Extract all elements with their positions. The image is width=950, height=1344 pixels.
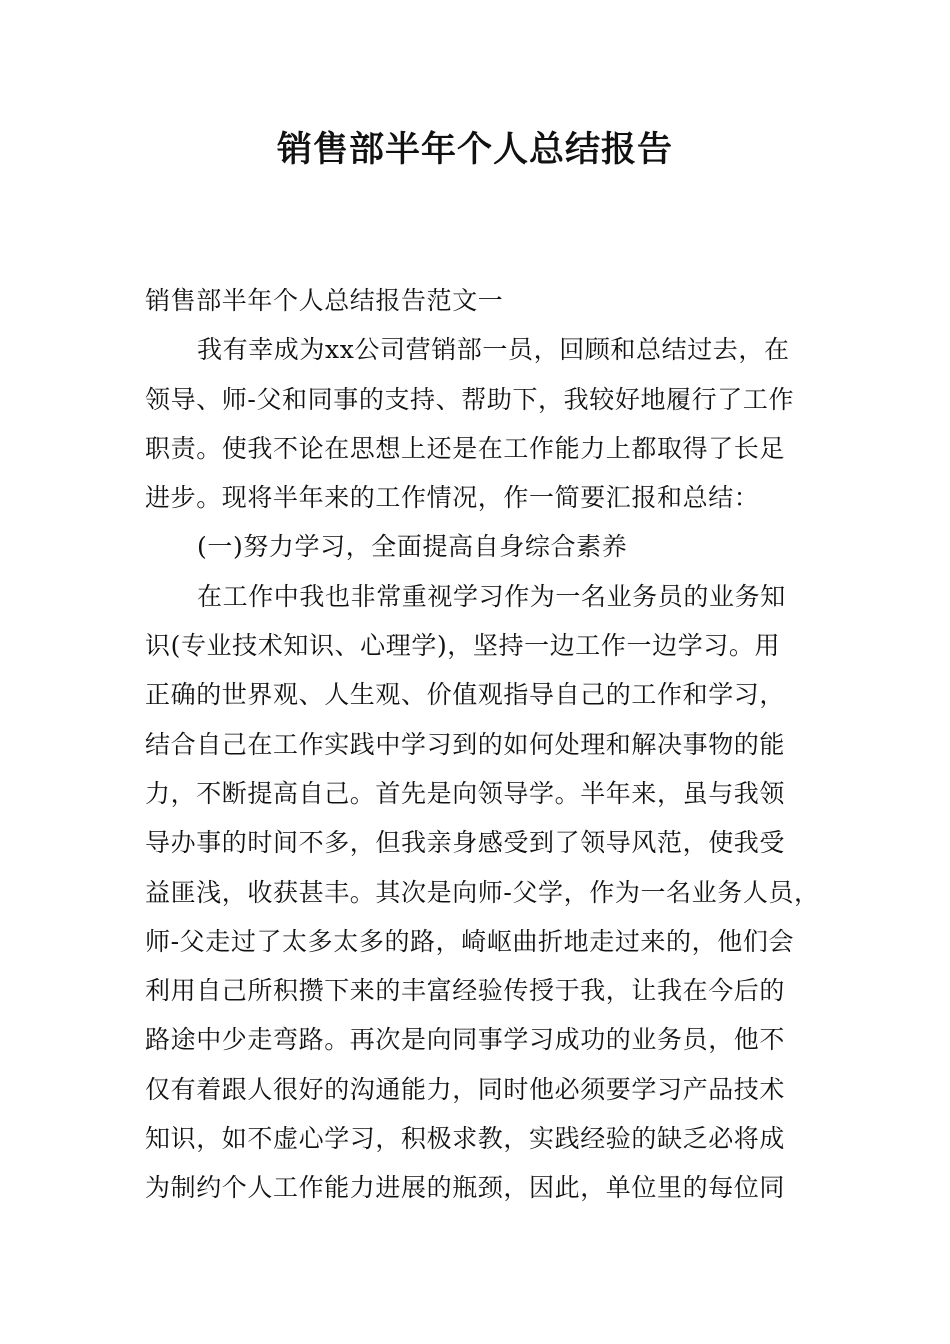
text-line: 我有幸成为xx公司营销部一员，回顾和总结过去，在 <box>197 335 790 365</box>
text-line: 在工作中我也非常重视学习作为一名业务员的业务知 <box>197 581 786 611</box>
text-line: 职责。使我不论在思想上还是在工作能力上都取得了长足 <box>145 433 786 463</box>
text-line: 结合自己在工作实践中学习到的如何处理和解决事物的能 <box>145 729 786 759</box>
text-line: 知识，如不虚心学习，积极求教，实践经验的缺乏必将成 <box>145 1124 786 1154</box>
text-line: 为制约个人工作能力进展的瓶颈，因此，单位里的每位同 <box>145 1173 786 1203</box>
page-title: 销售部半年个人总结报告 <box>276 130 673 170</box>
text-line: 益匪浅，收获甚丰。其次是向师-父学，作为一名业务人员， <box>145 877 820 907</box>
text-line: 师-父走过了太多太多的路，崎岖曲折地走过来的，他们会 <box>145 926 795 956</box>
text-line: 识(专业技术知识、心理学)，坚持一边工作一边学习。用 <box>145 631 781 661</box>
text-line: 路途中少走弯路。再次是向同事学习成功的业务员，他不 <box>145 1025 786 1055</box>
text-line: 仅有着跟人很好的沟通能力，同时他必须要学习产品技术 <box>145 1074 786 1104</box>
text-line: 利用自己所积攒下来的丰富经验传授于我，让我在今后的 <box>145 976 786 1006</box>
text-line: 力，不断提高自己。首先是向领导学。半年来，虽与我领 <box>145 778 786 808</box>
text-line: 正确的世界观、人生观、价值观指导自己的工作和学习， <box>145 680 786 710</box>
text-line: 进步。现将半年来的工作情况，作一简要汇报和总结： <box>145 483 760 513</box>
text-line: (一)努力学习，全面提高自身综合素养 <box>197 532 628 562</box>
text-line: 领导、师-父和同事的支持、帮助下，我较好地履行了工作 <box>145 384 795 414</box>
section-heading: 销售部半年个人总结报告范文一 <box>145 286 504 315</box>
text-line: 导办事的时间不多，但我亲身感受到了领导风范，使我受 <box>145 828 786 858</box>
body-text <box>145 276 825 1213</box>
